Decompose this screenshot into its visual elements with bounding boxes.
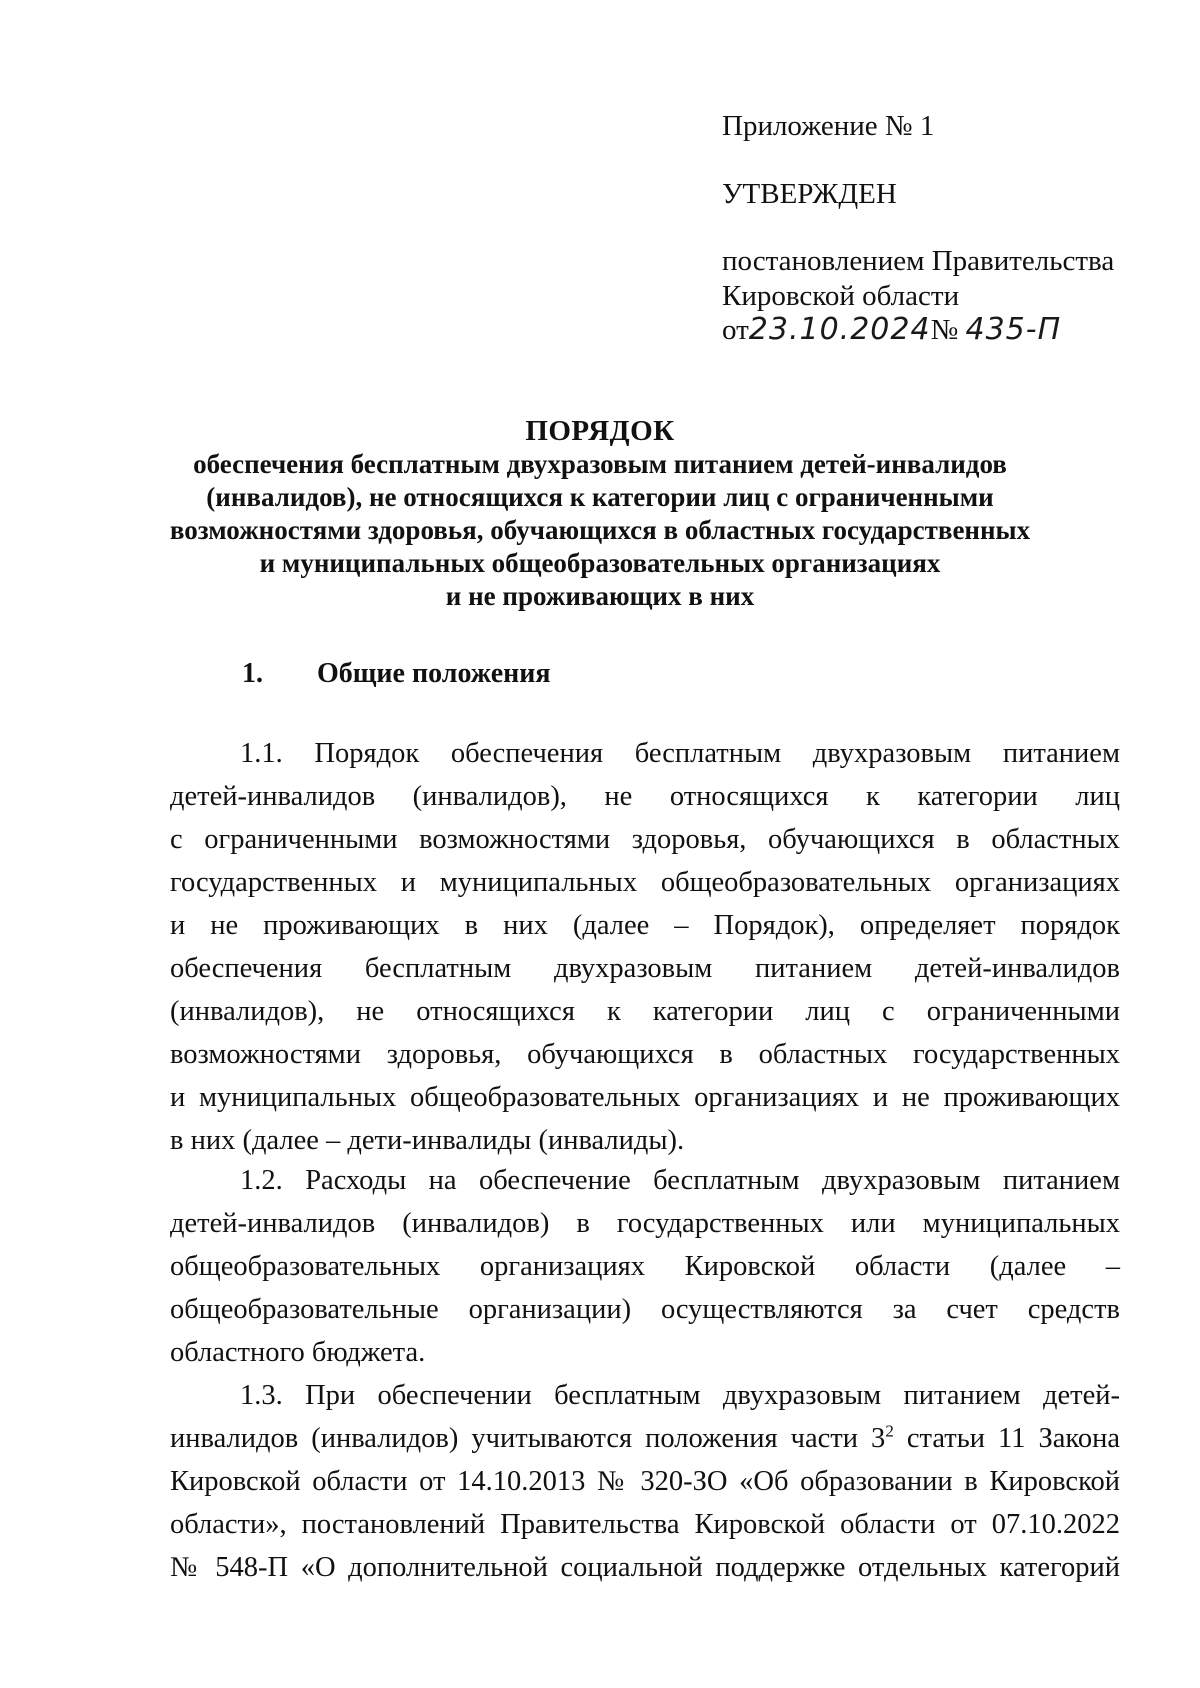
title-line-3: возможностями здоровья, обучающихся в областных государственных (169, 515, 1031, 545)
appendix-number: Приложение № 1 (722, 110, 935, 142)
paragraph-line: области», постановлений Правительства Кировской области от 07.10.2022 (170, 1509, 1120, 1540)
title-line-4: и муниципальных общеобразовательных организациях (259, 548, 941, 578)
paragraph-1-1 (170, 732, 1120, 1162)
paragraph-line: 1.1. Порядок обеспечения бесплатным двухразовым питанием (240, 738, 1120, 769)
approved-by-line1: постановлением Правительства (722, 245, 1115, 277)
document-title-block (150, 415, 1050, 613)
paragraph-line: государственных и муниципальных общеобразовательных организациях (170, 867, 1120, 898)
paragraph-line: общеобразовательные организации) осуществляются за счет средств (170, 1294, 1120, 1325)
paragraph-line: и муниципальных общеобразовательных организациях и не проживающих (170, 1082, 1120, 1113)
approved-stamp-text: УТВЕРЖДЕН (722, 178, 897, 210)
paragraph-1-2 (170, 1159, 1120, 1374)
paragraph-line-with-superscript (170, 1417, 1120, 1460)
paragraph-line: 1.3. При обеспечении бесплатным двухразовым питанием детей- (240, 1380, 1120, 1411)
section-title: Общие положения (317, 658, 551, 689)
paragraph-line: (инвалидов), не относящихся к категории лиц с ограниченными (170, 996, 1120, 1027)
paragraph-line: Кировской области от 14.10.2013 № 320-ЗО «Об образовании в Кировской (170, 1466, 1120, 1497)
title-line-2: (инвалидов), не относящихся к категории лиц с ограниченными (206, 482, 994, 512)
paragraph-line: детей-инвалидов (инвалидов), не относящихся к категории лиц (170, 781, 1120, 812)
paragraph-line: в них (далее – дети-инвалиды (инвалиды). (170, 1125, 685, 1156)
paragraph-text: инвалидов (инвалидов) учитываются положения части 3 (170, 1423, 886, 1454)
paragraph-1-3 (170, 1374, 1120, 1589)
paragraph-line: областного бюджета. (170, 1337, 426, 1368)
title-line-5: и не проживающих в них (445, 581, 755, 611)
approval-date-line (722, 314, 1061, 346)
paragraph-line: с ограниченными возможностями здоровья, обучающихся в областных (170, 824, 1120, 855)
paragraph-line: детей-инвалидов (инвалидов) в государственных или муниципальных (170, 1208, 1120, 1239)
title-line-1: обеспечения бесплатным двухразовым питанием детей-инвалидов (193, 449, 1007, 479)
date-prefix: от (722, 314, 749, 346)
paragraph-line: возможностями здоровья, обучающихся в областных государственных (170, 1039, 1120, 1070)
superscript: 2 (885, 1421, 894, 1441)
paragraph-line: обеспечения бесплатным двухразовым питанием детей-инвалидов (170, 953, 1120, 984)
paragraph-line: № 548-П «О дополнительной социальной поддержке отдельных категорий (170, 1552, 1120, 1583)
paragraph-line: 1.2. Расходы на обеспечение бесплатным двухразовым питанием (240, 1165, 1120, 1196)
handwritten-date: 23.10.2024 (748, 312, 931, 347)
document-title: ПОРЯДОК (525, 415, 675, 447)
handwritten-number: 435-П (965, 312, 1062, 347)
paragraph-text: статьи 11 Закона (893, 1423, 1120, 1454)
section-number: 1. (242, 658, 263, 689)
approved-by-line2: Кировской области (722, 280, 960, 312)
number-prefix: № (930, 314, 959, 346)
paragraph-line: общеобразовательных организациях Кировской области (далее – (170, 1251, 1120, 1282)
paragraph-line: и не проживающих в них (далее – Порядок), определяет порядок (170, 910, 1120, 941)
